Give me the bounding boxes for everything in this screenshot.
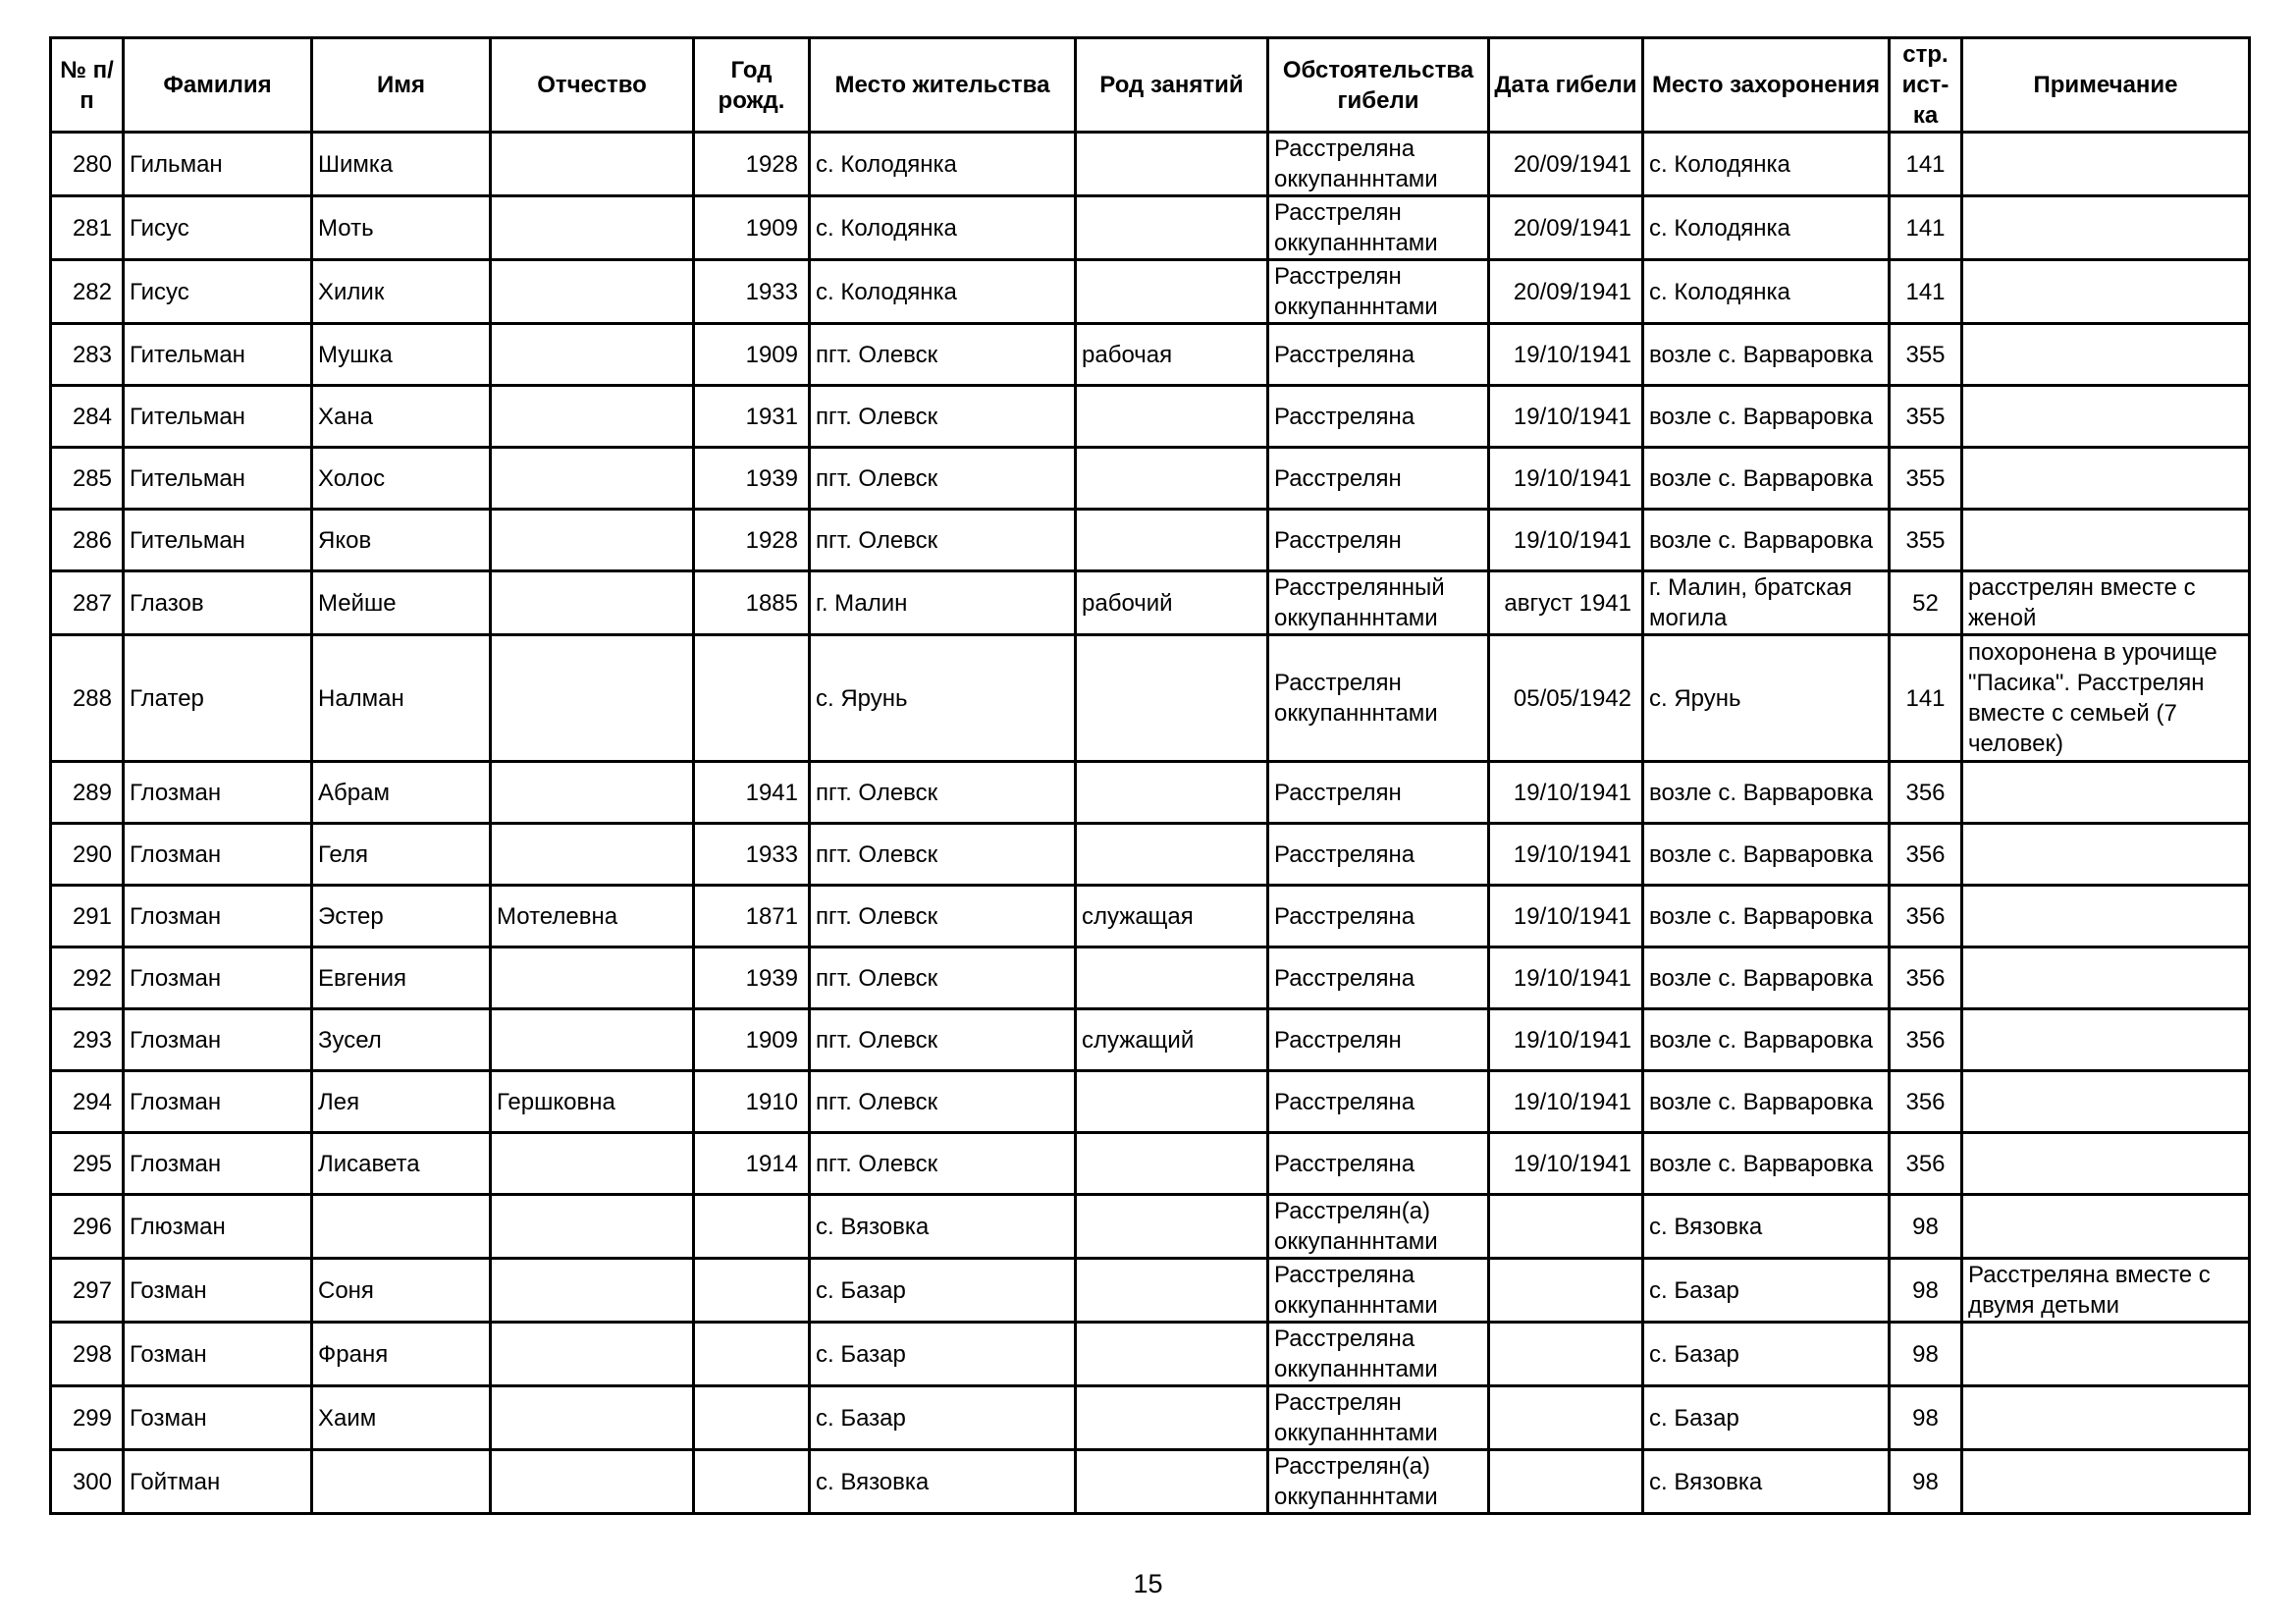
cell-first-name (312, 1195, 491, 1259)
cell-number: 284 (51, 386, 124, 448)
cell-burial-place: с. Вязовка (1643, 1195, 1890, 1259)
cell-patronymic (491, 1009, 694, 1071)
cell-residence: пгт. Олевск (810, 1009, 1076, 1071)
cell-source-page: 355 (1890, 448, 1962, 510)
cell-residence: с. Колодянка (810, 196, 1076, 260)
header-first-name: Имя (312, 38, 491, 133)
cell-note (1962, 824, 2250, 886)
cell-death-date (1489, 1195, 1643, 1259)
cell-burial-place: возле с. Варваровка (1643, 762, 1890, 824)
cell-surname: Глозман (124, 1009, 312, 1071)
cell-birth-year: 1939 (694, 448, 810, 510)
cell-note (1962, 196, 2250, 260)
cell-number: 288 (51, 635, 124, 762)
cell-surname: Гозман (124, 1259, 312, 1323)
cell-source-page: 52 (1890, 571, 1962, 635)
cell-occupation: служащий (1076, 1009, 1268, 1071)
cell-death-date: 19/10/1941 (1489, 1133, 1643, 1195)
cell-residence: пгт. Олевск (810, 1071, 1076, 1133)
table-row (51, 1009, 2250, 1071)
cell-first-name: Холос (312, 448, 491, 510)
cell-source-page: 98 (1890, 1259, 1962, 1323)
cell-surname: Гисус (124, 196, 312, 260)
cell-birth-year: 1939 (694, 947, 810, 1009)
cell-patronymic (491, 196, 694, 260)
cell-patronymic (491, 1195, 694, 1259)
cell-patronymic: Мотелевна (491, 886, 694, 947)
cell-note (1962, 510, 2250, 571)
cell-occupation (1076, 1386, 1268, 1450)
cell-death-date (1489, 1259, 1643, 1323)
table-row (51, 1195, 2250, 1259)
table-row (51, 1450, 2250, 1514)
cell-occupation (1076, 510, 1268, 571)
cell-note (1962, 260, 2250, 324)
header-residence: Место жительства (810, 38, 1076, 133)
cell-death-date: 19/10/1941 (1489, 1009, 1643, 1071)
cell-occupation (1076, 762, 1268, 824)
cell-burial-place: г. Малин, братская могила (1643, 571, 1890, 635)
cell-number: 281 (51, 196, 124, 260)
cell-birth-year (694, 1195, 810, 1259)
cell-patronymic (491, 1386, 694, 1450)
cell-surname: Глатер (124, 635, 312, 762)
cell-source-page: 355 (1890, 324, 1962, 386)
header-birth-year: Год рожд. (694, 38, 810, 133)
cell-burial-place: с. Ярунь (1643, 635, 1890, 762)
table-row (51, 1133, 2250, 1195)
cell-birth-year: 1928 (694, 133, 810, 196)
cell-patronymic (491, 386, 694, 448)
cell-source-page: 355 (1890, 510, 1962, 571)
cell-death-date: 20/09/1941 (1489, 260, 1643, 324)
cell-circumstances: Расстреляна (1268, 824, 1489, 886)
cell-residence: пгт. Олевск (810, 886, 1076, 947)
cell-source-page: 356 (1890, 824, 1962, 886)
cell-first-name (312, 1450, 491, 1514)
table-row (51, 1323, 2250, 1386)
cell-patronymic (491, 571, 694, 635)
table-row (51, 260, 2250, 324)
cell-surname: Гительман (124, 324, 312, 386)
cell-circumstances: Расстреляна (1268, 324, 1489, 386)
cell-surname: Гисус (124, 260, 312, 324)
cell-patronymic (491, 1259, 694, 1323)
cell-patronymic (491, 1450, 694, 1514)
cell-occupation (1076, 1323, 1268, 1386)
cell-residence: с. Базар (810, 1386, 1076, 1450)
cell-patronymic (491, 635, 694, 762)
cell-circumstances: Расстрелян (1268, 448, 1489, 510)
cell-birth-year (694, 1386, 810, 1450)
cell-birth-year: 1910 (694, 1071, 810, 1133)
cell-source-page: 355 (1890, 386, 1962, 448)
cell-occupation (1076, 386, 1268, 448)
cell-residence: пгт. Олевск (810, 448, 1076, 510)
cell-occupation (1076, 1259, 1268, 1323)
cell-burial-place: возле с. Варваровка (1643, 386, 1890, 448)
cell-number: 293 (51, 1009, 124, 1071)
cell-occupation (1076, 196, 1268, 260)
cell-burial-place: возле с. Варваровка (1643, 1133, 1890, 1195)
cell-number: 283 (51, 324, 124, 386)
cell-circumstances: Расстрелян(а) оккупанннтами (1268, 1450, 1489, 1514)
cell-surname: Глозман (124, 762, 312, 824)
header-number: № п/п (51, 38, 124, 133)
header-burial-place: Место захоронения (1643, 38, 1890, 133)
cell-residence: с. Вязовка (810, 1450, 1076, 1514)
cell-first-name: Шимка (312, 133, 491, 196)
cell-circumstances: Расстрелян оккупанннтами (1268, 1386, 1489, 1450)
table-row (51, 386, 2250, 448)
cell-occupation: рабочая (1076, 324, 1268, 386)
cell-birth-year: 1909 (694, 1009, 810, 1071)
cell-note (1962, 762, 2250, 824)
cell-number: 287 (51, 571, 124, 635)
header-surname: Фамилия (124, 38, 312, 133)
cell-death-date: 05/05/1942 (1489, 635, 1643, 762)
cell-note (1962, 1133, 2250, 1195)
cell-first-name: Евгения (312, 947, 491, 1009)
cell-patronymic (491, 448, 694, 510)
table-row (51, 762, 2250, 824)
cell-death-date: 19/10/1941 (1489, 386, 1643, 448)
cell-circumstances: Расстрелянный оккупанннтами (1268, 571, 1489, 635)
table-row (51, 133, 2250, 196)
cell-number: 299 (51, 1386, 124, 1450)
cell-surname: Глозман (124, 947, 312, 1009)
cell-first-name: Мушка (312, 324, 491, 386)
cell-residence: с. Колодянка (810, 260, 1076, 324)
cell-occupation (1076, 1071, 1268, 1133)
table-row (51, 324, 2250, 386)
cell-residence: г. Малин (810, 571, 1076, 635)
header-row (51, 38, 2250, 133)
cell-number: 298 (51, 1323, 124, 1386)
cell-source-page: 141 (1890, 133, 1962, 196)
cell-death-date (1489, 1386, 1643, 1450)
cell-number: 282 (51, 260, 124, 324)
header-patronymic: Отчество (491, 38, 694, 133)
cell-occupation (1076, 1195, 1268, 1259)
cell-first-name: Лисавета (312, 1133, 491, 1195)
cell-circumstances: Расстреляна (1268, 947, 1489, 1009)
cell-source-page: 356 (1890, 1071, 1962, 1133)
cell-number: 297 (51, 1259, 124, 1323)
cell-death-date: 19/10/1941 (1489, 762, 1643, 824)
cell-patronymic (491, 324, 694, 386)
cell-surname: Глозман (124, 824, 312, 886)
cell-occupation: рабочий (1076, 571, 1268, 635)
cell-circumstances: Расстрелян (1268, 762, 1489, 824)
cell-patronymic (491, 1323, 694, 1386)
cell-birth-year: 1933 (694, 824, 810, 886)
cell-residence: с. Вязовка (810, 1195, 1076, 1259)
cell-burial-place: возле с. Варваровка (1643, 824, 1890, 886)
cell-surname: Гозман (124, 1323, 312, 1386)
cell-first-name: Зусел (312, 1009, 491, 1071)
cell-patronymic (491, 133, 694, 196)
cell-number: 300 (51, 1450, 124, 1514)
cell-residence: пгт. Олевск (810, 1133, 1076, 1195)
cell-birth-year: 1909 (694, 196, 810, 260)
cell-number: 290 (51, 824, 124, 886)
cell-patronymic (491, 824, 694, 886)
cell-birth-year (694, 1323, 810, 1386)
cell-residence: пгт. Олевск (810, 947, 1076, 1009)
page-number: 15 (1133, 1569, 1163, 1598)
cell-burial-place: с. Колодянка (1643, 260, 1890, 324)
cell-first-name: Хаим (312, 1386, 491, 1450)
cell-burial-place: с. Колодянка (1643, 133, 1890, 196)
cell-note (1962, 324, 2250, 386)
cell-residence: пгт. Олевск (810, 386, 1076, 448)
cell-patronymic: Гершковна (491, 1071, 694, 1133)
cell-birth-year: 1928 (694, 510, 810, 571)
cell-circumstances: Расстреляна оккупанннтами (1268, 1259, 1489, 1323)
cell-burial-place: с. Колодянка (1643, 196, 1890, 260)
cell-residence: пгт. Олевск (810, 510, 1076, 571)
cell-death-date: август 1941 (1489, 571, 1643, 635)
cell-residence: с. Колодянка (810, 133, 1076, 196)
cell-occupation: служащая (1076, 886, 1268, 947)
cell-source-page: 356 (1890, 947, 1962, 1009)
cell-birth-year (694, 1259, 810, 1323)
cell-number: 294 (51, 1071, 124, 1133)
cell-surname: Гительман (124, 448, 312, 510)
records-table (49, 36, 2251, 1515)
cell-death-date: 19/10/1941 (1489, 324, 1643, 386)
cell-burial-place: возле с. Варваровка (1643, 886, 1890, 947)
cell-first-name: Мейше (312, 571, 491, 635)
cell-burial-place: возле с. Варваровка (1643, 510, 1890, 571)
cell-source-page: 141 (1890, 260, 1962, 324)
cell-birth-year (694, 1450, 810, 1514)
cell-first-name: Соня (312, 1259, 491, 1323)
cell-patronymic (491, 762, 694, 824)
cell-burial-place: возле с. Варваровка (1643, 1071, 1890, 1133)
cell-death-date: 19/10/1941 (1489, 947, 1643, 1009)
table-row (51, 1259, 2250, 1323)
cell-circumstances: Расстреляна (1268, 886, 1489, 947)
cell-surname: Гильман (124, 133, 312, 196)
cell-birth-year: 1941 (694, 762, 810, 824)
cell-circumstances: Расстреляна оккупанннтами (1268, 1323, 1489, 1386)
table-body (51, 133, 2250, 1514)
cell-burial-place: возле с. Варваровка (1643, 1009, 1890, 1071)
table-header (51, 38, 2250, 133)
cell-burial-place: с. Базар (1643, 1259, 1890, 1323)
table-row (51, 1386, 2250, 1450)
cell-death-date: 19/10/1941 (1489, 1071, 1643, 1133)
cell-note (1962, 1450, 2250, 1514)
cell-number: 295 (51, 1133, 124, 1195)
cell-death-date (1489, 1323, 1643, 1386)
table-row (51, 824, 2250, 886)
cell-surname: Глозман (124, 886, 312, 947)
cell-number: 280 (51, 133, 124, 196)
cell-note (1962, 1195, 2250, 1259)
cell-source-page: 356 (1890, 886, 1962, 947)
cell-surname: Глозман (124, 1071, 312, 1133)
cell-source-page: 141 (1890, 635, 1962, 762)
cell-note (1962, 1071, 2250, 1133)
cell-note (1962, 448, 2250, 510)
cell-occupation (1076, 448, 1268, 510)
cell-first-name: Эстер (312, 886, 491, 947)
cell-occupation (1076, 947, 1268, 1009)
cell-first-name: Хана (312, 386, 491, 448)
cell-birth-year: 1885 (694, 571, 810, 635)
header-occupation: Род занятий (1076, 38, 1268, 133)
cell-first-name: Лея (312, 1071, 491, 1133)
cell-note (1962, 1323, 2250, 1386)
cell-circumstances: Расстрелян оккупанннтами (1268, 635, 1489, 762)
header-note: Примечание (1962, 38, 2250, 133)
cell-death-date: 20/09/1941 (1489, 196, 1643, 260)
cell-surname: Гительман (124, 386, 312, 448)
cell-residence: пгт. Олевск (810, 762, 1076, 824)
cell-surname: Глюзман (124, 1195, 312, 1259)
cell-death-date: 19/10/1941 (1489, 824, 1643, 886)
cell-note (1962, 1386, 2250, 1450)
cell-source-page: 98 (1890, 1195, 1962, 1259)
cell-residence: с. Базар (810, 1323, 1076, 1386)
cell-birth-year: 1931 (694, 386, 810, 448)
cell-occupation (1076, 1133, 1268, 1195)
cell-death-date: 19/10/1941 (1489, 448, 1643, 510)
cell-source-page: 356 (1890, 762, 1962, 824)
cell-surname: Гительман (124, 510, 312, 571)
table-row (51, 1071, 2250, 1133)
cell-circumstances: Расстреляна оккупанннтами (1268, 133, 1489, 196)
cell-note (1962, 386, 2250, 448)
cell-note: расстрелян вместе с женой (1962, 571, 2250, 635)
cell-note (1962, 886, 2250, 947)
cell-source-page: 141 (1890, 196, 1962, 260)
cell-patronymic (491, 510, 694, 571)
cell-burial-place: с. Вязовка (1643, 1450, 1890, 1514)
cell-burial-place: возле с. Варваровка (1643, 947, 1890, 1009)
cell-occupation (1076, 133, 1268, 196)
cell-number: 291 (51, 886, 124, 947)
cell-death-date (1489, 1450, 1643, 1514)
cell-number: 296 (51, 1195, 124, 1259)
cell-burial-place: возле с. Варваровка (1643, 324, 1890, 386)
cell-circumstances: Расстрелян(а) оккупанннтами (1268, 1195, 1489, 1259)
cell-occupation (1076, 635, 1268, 762)
cell-death-date: 20/09/1941 (1489, 133, 1643, 196)
cell-birth-year (694, 635, 810, 762)
cell-note: Расстреляна вместе с двумя детьми (1962, 1259, 2250, 1323)
cell-residence: с. Базар (810, 1259, 1076, 1323)
cell-residence: с. Ярунь (810, 635, 1076, 762)
cell-death-date: 19/10/1941 (1489, 510, 1643, 571)
cell-source-page: 356 (1890, 1133, 1962, 1195)
table-row (51, 510, 2250, 571)
cell-occupation (1076, 260, 1268, 324)
cell-birth-year: 1909 (694, 324, 810, 386)
cell-source-page: 98 (1890, 1386, 1962, 1450)
cell-residence: пгт. Олевск (810, 324, 1076, 386)
cell-number: 289 (51, 762, 124, 824)
cell-note (1962, 1009, 2250, 1071)
cell-residence: пгт. Олевск (810, 824, 1076, 886)
cell-circumstances: Расстреляна (1268, 1071, 1489, 1133)
cell-occupation (1076, 1450, 1268, 1514)
cell-first-name: Яков (312, 510, 491, 571)
cell-surname: Гойтман (124, 1450, 312, 1514)
cell-number: 286 (51, 510, 124, 571)
cell-first-name: Геля (312, 824, 491, 886)
cell-note: похоронена в урочище "Пасика". Расстрелян вместе с семьей (7 человек) (1962, 635, 2250, 762)
cell-first-name: Абрам (312, 762, 491, 824)
cell-death-date: 19/10/1941 (1489, 886, 1643, 947)
cell-circumstances: Расстреляна (1268, 386, 1489, 448)
cell-first-name: Франя (312, 1323, 491, 1386)
cell-burial-place: возле с. Варваровка (1643, 448, 1890, 510)
cell-burial-place: с. Базар (1643, 1323, 1890, 1386)
cell-surname: Глазов (124, 571, 312, 635)
cell-circumstances: Расстреляна (1268, 1133, 1489, 1195)
cell-patronymic (491, 947, 694, 1009)
cell-source-page: 98 (1890, 1323, 1962, 1386)
table-row (51, 947, 2250, 1009)
table-row (51, 196, 2250, 260)
cell-burial-place: с. Базар (1643, 1386, 1890, 1450)
cell-source-page: 98 (1890, 1450, 1962, 1514)
cell-circumstances: Расстрелян оккупанннтами (1268, 196, 1489, 260)
cell-number: 292 (51, 947, 124, 1009)
header-source-page: стр. ист-ка (1890, 38, 1962, 133)
header-death-date: Дата гибели (1489, 38, 1643, 133)
table-row (51, 448, 2250, 510)
cell-first-name: Моть (312, 196, 491, 260)
table-row (51, 886, 2250, 947)
cell-circumstances: Расстрелян (1268, 510, 1489, 571)
cell-patronymic (491, 1133, 694, 1195)
cell-birth-year: 1933 (694, 260, 810, 324)
cell-surname: Гозман (124, 1386, 312, 1450)
cell-birth-year: 1871 (694, 886, 810, 947)
cell-first-name: Хилик (312, 260, 491, 324)
cell-note (1962, 947, 2250, 1009)
cell-surname: Глозман (124, 1133, 312, 1195)
cell-source-page: 356 (1890, 1009, 1962, 1071)
cell-first-name: Налман (312, 635, 491, 762)
cell-circumstances: Расстрелян оккупанннтами (1268, 260, 1489, 324)
cell-note (1962, 133, 2250, 196)
cell-occupation (1076, 824, 1268, 886)
cell-patronymic (491, 260, 694, 324)
cell-birth-year: 1914 (694, 1133, 810, 1195)
cell-number: 285 (51, 448, 124, 510)
table-row (51, 571, 2250, 635)
cell-circumstances: Расстрелян (1268, 1009, 1489, 1071)
header-circumstances: Обстоятельства гибели (1268, 38, 1489, 133)
table-row (51, 635, 2250, 762)
